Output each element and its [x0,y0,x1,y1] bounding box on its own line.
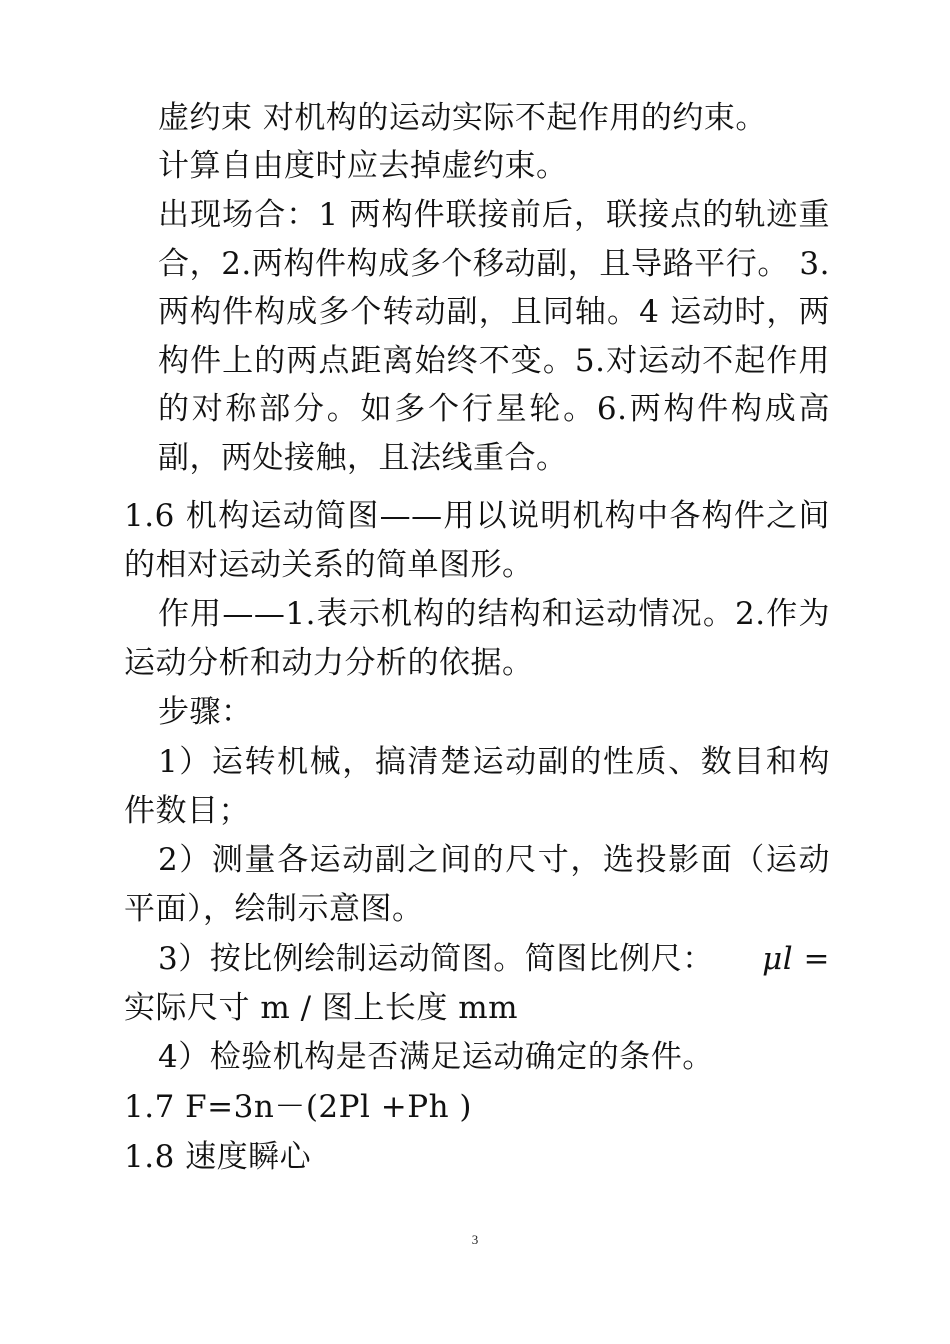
paragraph-step-4: 4）检验机构是否满足运动确定的条件。 [158,1039,714,1075]
paragraph-dof-note: 计算自由度时应去掉虚约束。 [158,148,568,184]
paragraph-occasions: 出现场合：1 两构件联接前后，联接点的轨迹重合，2.两构件构成多个移动副，且导路平行。 3.两构件构成多个转动副，且同轴。4 运动时，两构件上的两点距离始终不变。5.对运动不起作用的对称部分。如多个行星轮。6.两构件构成高副，两处接触，且法线重合。 [158,197,830,476]
scale-formula [762,935,830,984]
paragraph-section-1-7: 1.7 F=3n－(2Pl +Ph ) [124,1089,473,1125]
page-number: 3 [471,1232,479,1247]
mu-l-symbol: μl [762,941,794,977]
paragraph-steps-heading: 步骤： [158,694,253,730]
paragraph-step-3 [124,935,830,1032]
paragraph-section-1-8: 1.8 速度瞬心 [124,1139,312,1175]
step-3-first-line [124,935,830,984]
step-3-text: 3）按比例绘制运动简图。简图比例尺： [158,941,714,977]
paragraph-step-1: 1）运转机械，搞清楚运动副的性质、数目和构件数目； [124,744,830,829]
scale-definition: 实际尺寸 m / 图上长度 mm [124,989,519,1026]
paragraph-function: 作用——1.表示机构的结构和运动情况。2.作为运动分析和动力分析的依据。 [124,596,830,681]
paragraph-virtual-constraint: 虚约束 对机构的运动实际不起作用的约束。 [158,100,767,136]
paragraph-section-1-6: 1.6 机构运动简图——用以说明机构中各构件之间的相对运动关系的简单图形。 [124,498,830,583]
equals-sign: = [793,941,830,977]
paragraph-step-2: 2）测量各运动副之间的尺寸，选投影面（运动平面），绘制示意图。 [124,842,830,927]
